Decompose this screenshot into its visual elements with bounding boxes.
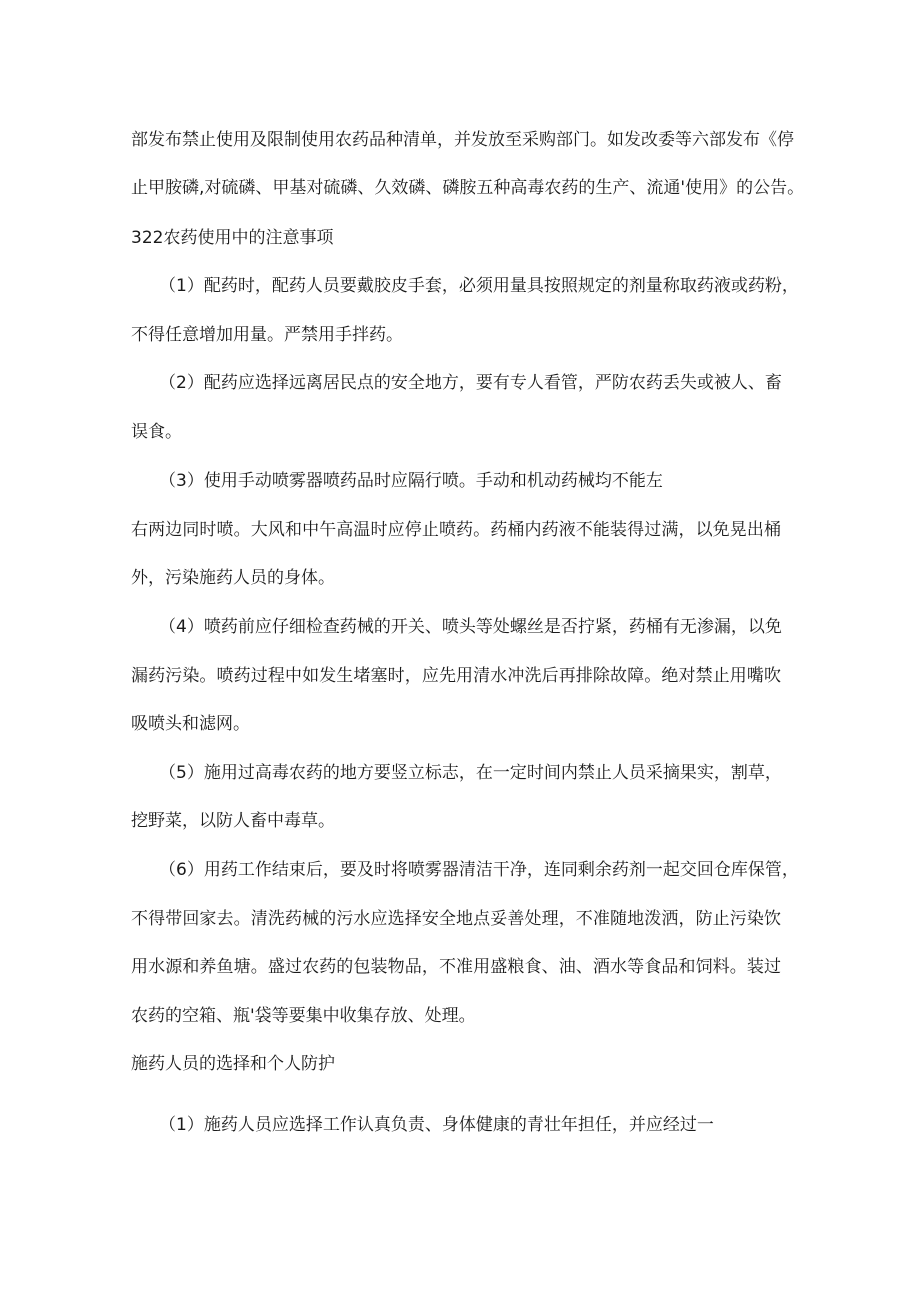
list-item-6-line: 不得带回家去。清洗药械的污水应选择安全地点妥善处理，不准随地泼洒，防止污染饮 [131,909,781,929]
list-item-6-line: 用水源和养鱼塘。盛过农药的包装物品，不准用盛粮食、油、酒水等食品和饲料。装过 [131,957,781,977]
list-item-5-line: （5）施用过高毒农药的地方要竖立标志，在一定时间内禁止人员采摘果实，割草， [159,763,782,783]
list-item-2-line: 误食。 [131,422,182,442]
list-item-1-line: （1）配药时，配药人员要戴胶皮手套，必须用量具按照规定的剂量称取药液或药粉， [159,276,799,296]
list-item-4-line: （4）喷药前应仔细检查药械的开关、喷头等处螺丝是否拧紧，药桶有无渗漏，以免 [159,617,782,637]
list-item-1-line: （1）施药人员应选择工作认真负责、身体健康的青壮年担任，并应经过一 [159,1115,714,1135]
list-item-3-line: 外，污染施药人员的身体。 [131,568,335,588]
section-heading: 施药人员的选择和个人防护 [131,1054,335,1074]
list-item-6-line: 农药的空箱、瓶'袋等要集中收集存放、处理。 [131,1006,476,1026]
list-item-3-line: （3）使用手动喷雾器喷药品时应隔行喷。手动和机动药械均不能左 [159,471,663,491]
list-item-6-line: （6）用药工作结束后，要及时将喷雾器清洁干净，连同剩余药剂一起交回仓库保管， [159,860,799,880]
body-text-line: 部发布禁止使用及限制使用农药品种清单，并发放至采购部门。如发改委等六部发布《停 [131,130,794,150]
section-heading: 322农药使用中的注意事项 [131,228,334,248]
list-item-4-line: 吸喷头和滤网。 [131,714,250,734]
body-text-line: 止甲胺磷,对硫磷、甲基对硫磷、久效磷、磷胺五种高毒农药的生产、流通'使用》的公告。 [131,178,805,198]
list-item-3-line: 右两边同时喷。大风和中午高温时应停止喷药。药桶内药液不能装得过满，以免晃出桶 [131,520,781,540]
list-item-5-line: 挖野菜，以防人畜中毒草。 [131,811,335,831]
list-item-2-line: （2）配药应选择远离居民点的安全地方，要有专人看管，严防农药丢失或被人、畜 [159,373,782,393]
list-item-4-line: 漏药污染。喷药过程中如发生堵塞时，应先用清水冲洗后再排除故障。绝对禁止用嘴吹 [131,666,781,686]
list-item-1-line: 不得任意增加用量。严禁用手拌药。 [131,325,403,345]
